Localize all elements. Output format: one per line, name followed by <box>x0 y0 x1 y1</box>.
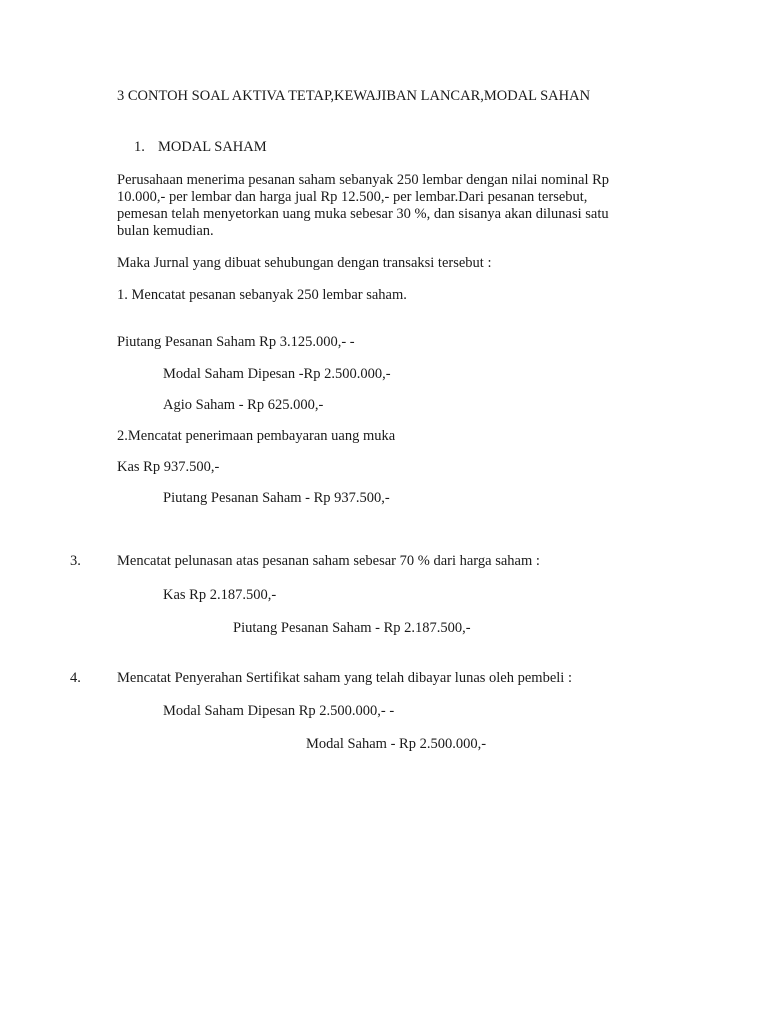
intro-line: bulan kemudian. <box>117 223 214 239</box>
step2-entry-credit: Piutang Pesanan Saham - Rp 937.500,- <box>163 490 390 506</box>
step4-number: 4. <box>70 670 81 686</box>
journal-intro: Maka Jurnal yang dibuat sehubungan dengan transaksi tersebut : <box>117 255 492 271</box>
step3-entry-credit: Piutang Pesanan Saham - Rp 2.187.500,- <box>233 620 471 636</box>
step1-heading: 1. Mencatat pesanan sebanyak 250 lembar saham. <box>117 287 407 303</box>
section-heading: MODAL SAHAM <box>158 139 267 155</box>
intro-line: 10.000,- per lembar dan harga jual Rp 12.500,- per lembar.Dari pesanan tersebut, <box>117 189 588 205</box>
step1-entry-credit: Modal Saham Dipesan -Rp 2.500.000,- <box>163 366 391 382</box>
step4-entry-credit: Modal Saham - Rp 2.500.000,- <box>306 736 487 752</box>
step4-heading: Mencatat Penyerahan Sertifikat saham yang telah dibayar lunas oleh pembeli : <box>117 670 572 686</box>
step4-entry-debit: Modal Saham Dipesan Rp 2.500.000,- - <box>163 703 395 719</box>
step2-entry-debit: Kas Rp 937.500,- <box>117 459 220 475</box>
intro-line: pemesan telah menyetorkan uang muka sebesar 30 %, dan sisanya akan dilunasi satu <box>117 206 609 222</box>
intro-line: Perusahaan menerima pesanan saham sebanyak 250 lembar dengan nilai nominal Rp <box>117 172 610 188</box>
step3-heading: Mencatat pelunasan atas pesanan saham sebesar 70 % dari harga saham : <box>117 553 540 569</box>
step3-number: 3. <box>70 553 81 569</box>
step3-entry-debit: Kas Rp 2.187.500,- <box>163 587 277 603</box>
intro-paragraph <box>117 172 657 240</box>
document-title: 3 CONTOH SOAL AKTIVA TETAP,KEWAJIBAN LANCAR,MODAL SAHAN <box>117 88 591 104</box>
step1-entry-debit: Piutang Pesanan Saham Rp 3.125.000,- - <box>117 334 355 350</box>
step1-entry-credit: Agio Saham - Rp 625.000,- <box>163 397 324 413</box>
section-number: 1. <box>134 139 145 155</box>
step2-heading: 2.Mencatat penerimaan pembayaran uang muka <box>117 428 396 444</box>
